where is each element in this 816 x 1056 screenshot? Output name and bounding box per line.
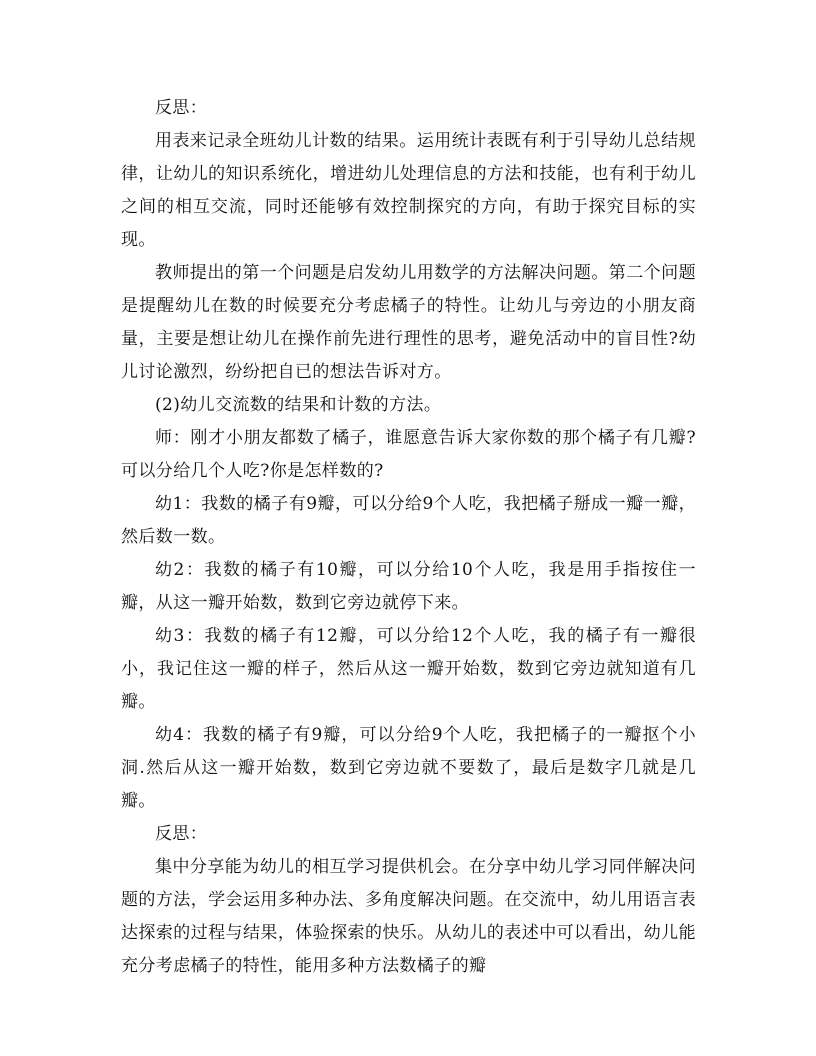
paragraph-reflection-heading: 反思： xyxy=(155,98,208,118)
document-body xyxy=(121,92,696,983)
paragraph-reflection-heading-2: 反思： xyxy=(155,824,208,844)
paragraph-child-2: 幼2：我数的橘子有10瓣，可以分给10个人吃，我是用手指按住一瓣，从这一瓣开始数，数到它旁边就停下来。 xyxy=(121,560,696,613)
paragraph-teacher-prompt: 师：刚才小朋友都数了橘子，谁愿意告诉大家你数的那个橘子有几瓣?可以分给几个人吃?你是怎样数的? xyxy=(121,428,696,481)
paragraph-child-1: 幼1：我数的橘子有9瓣，可以分给9个人吃，我把橘子掰成一瓣一瓣，然后数一数。 xyxy=(121,494,696,547)
paragraph-teacher-questions: 教师提出的第一个问题是启发幼儿用数学的方法解决问题。第二个问题是提醒幼儿在数的时候要充分考虑橘子的特性。让幼儿与旁边的小朋友商量，主要是想让幼儿在操作前先进行理性的思考，避免活动中的盲目性?幼儿讨论激烈，纷纷把自已的想法告诉对方。 xyxy=(121,263,696,382)
paragraph-statistics-table: 用表来记录全班幼儿计数的结果。运用统计表既有利于引导幼儿总结规律，让幼儿的知识系统化，增进幼儿处理信息的方法和技能，也有利于幼儿之间的相互交流，同时还能够有效控制探究的方向，有助于探究目标的实现。 xyxy=(121,131,696,250)
paragraph-child-3: 幼3：我数的橘子有12瓣，可以分给12个人吃，我的橘子有一瓣很小，我记住这一瓣的样子，然后从这一瓣开始数，数到它旁边就知道有几瓣。 xyxy=(121,626,696,712)
paragraph-child-4: 幼4：我数的橘子有9瓣，可以分给9个人吃，我把橘子的一瓣抠个小洞.然后从这一瓣开始数，数到它旁边就不要数了，最后是数字几就是几瓣。 xyxy=(121,725,696,811)
paragraph-section-2: (2)幼儿交流数的结果和计数的方法。 xyxy=(155,395,442,415)
paragraph-sharing-reflection: 集中分享能为幼儿的相互学习提供机会。在分享中幼儿学习同伴解决问题的方法，学会运用多种办法、多角度解决问题。在交流中，幼儿用语言表达探索的过程与结果，体验探索的快乐。从幼儿的表述中可以看出，幼儿能充分考虑橘子的特性，能用多种方法数橘子的瓣 xyxy=(121,857,696,976)
